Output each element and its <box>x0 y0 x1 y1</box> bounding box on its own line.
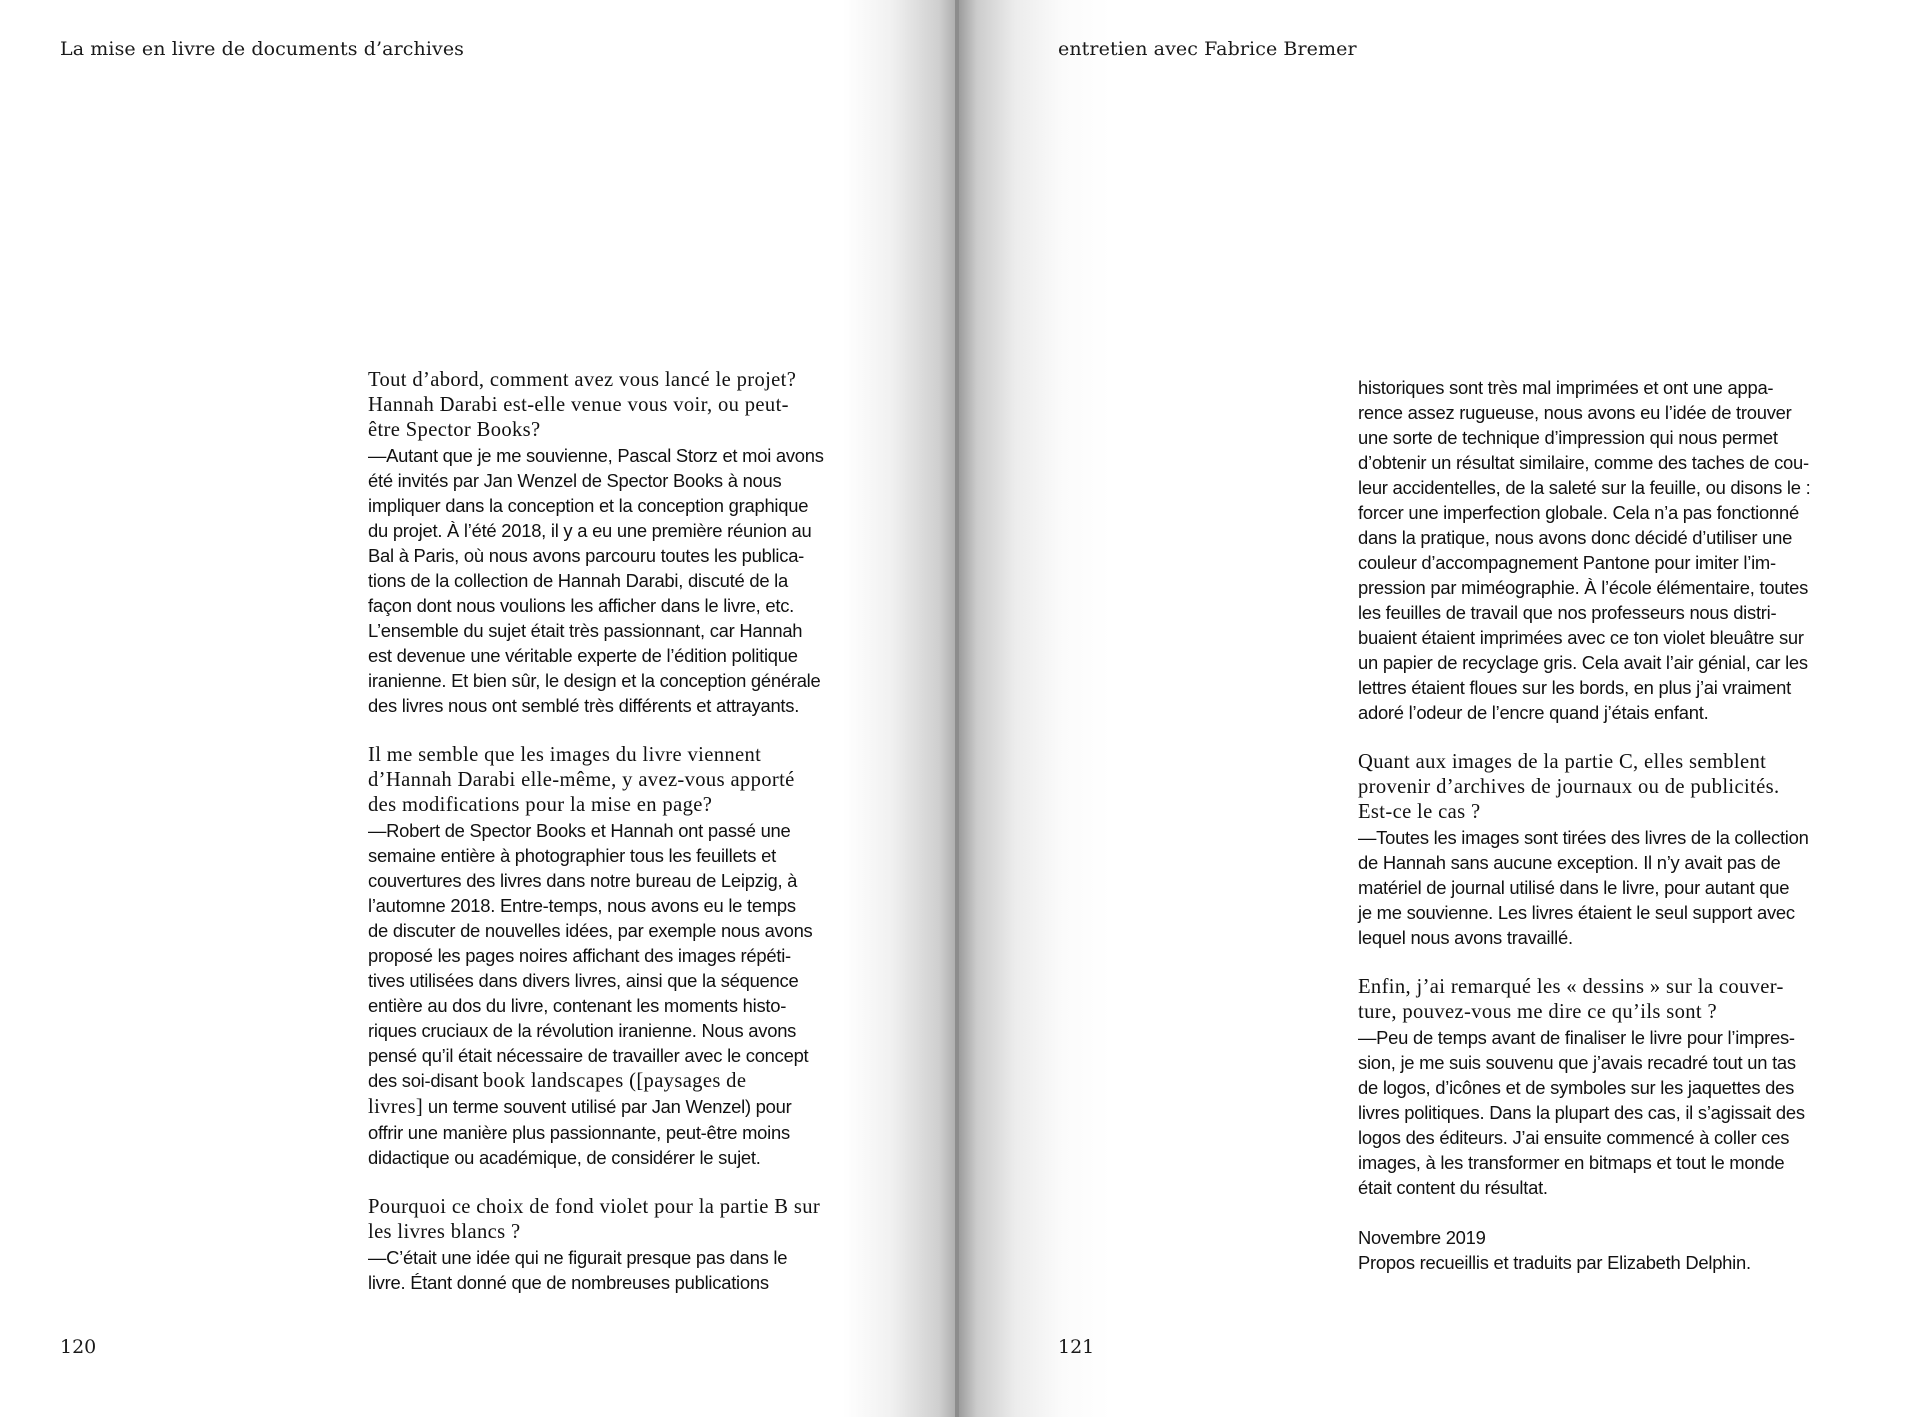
answer-line: logos des éditeurs. J’ai ensuite commencé à coller ces <box>1358 1127 1790 1148</box>
answer-line: pensé qu’il était nécessaire de travailler avec le concept <box>368 1045 809 1066</box>
answer-line: historiques sont très mal imprimées et ont une appa- <box>1358 377 1774 398</box>
left-page-number: 120 <box>60 1336 97 1358</box>
answer-line: lequel nous avons travaillé. <box>1358 927 1573 948</box>
left-text-column <box>368 368 898 1320</box>
question-line: des modifications pour la mise en page? <box>368 794 713 816</box>
answer-fragment: des soi-disant <box>368 1070 483 1091</box>
interview-block-3 <box>368 1195 898 1295</box>
question-line: Tout d’abord, comment avez vous lancé le projet? <box>368 369 797 391</box>
answer-line: L’ensemble du sujet était très passionnant, car Hannah <box>368 620 803 641</box>
answer-line: buaient étaient imprimées avec ce ton violet bleuâtre sur <box>1358 627 1804 648</box>
right-page-number: 121 <box>1058 1336 1095 1358</box>
answer-line: forcer une imperfection globale. Cela n’a pas fonctionné <box>1358 502 1799 523</box>
answer-line: leur accidentelles, de la saleté sur la feuille, ou disons le : <box>1358 477 1811 498</box>
question-line: provenir d’archives de journaux ou de publicités. <box>1358 776 1780 798</box>
answer-line: les feuilles de travail que nos professeurs nous distri- <box>1358 602 1777 623</box>
answer-line: didactique ou académique, de considérer le sujet. <box>368 1147 761 1168</box>
answer-line: couleur d’accompagnement Pantone pour imiter l’im- <box>1358 552 1776 573</box>
continuation-block <box>1358 375 1888 725</box>
answer-line: un papier de recyclage gris. Cela avait l’air génial, car les <box>1358 652 1808 673</box>
answer-line: sion, je me suis souvenu que j’avais recadré tout un tas <box>1358 1052 1796 1073</box>
signoff-credit: Propos recueillis et traduits par Elizabeth Delphin. <box>1358 1252 1751 1273</box>
question-line: Il me semble que les images du livre viennent <box>368 744 762 766</box>
interview-block-5 <box>1358 975 1888 1200</box>
answer-line: semaine entière à photographier tous les feuillets et <box>368 845 776 866</box>
interview-block-2 <box>368 743 898 1170</box>
left-running-head: La mise en livre de documents d’archives <box>60 38 465 60</box>
answer-line: livres politiques. Dans la plupart des cas, il s’agissait des <box>1358 1102 1805 1123</box>
answer-line: iranienne. Et bien sûr, le design et la conception générale <box>368 670 821 691</box>
right-page <box>958 0 1913 1417</box>
answer-line: pression par miméographie. À l’école élémentaire, toutes <box>1358 577 1809 598</box>
signoff-block <box>1358 1225 1888 1275</box>
answer-line: tives utilisées dans divers livres, ainsi que la séquence <box>368 970 799 991</box>
answer-line: dans la pratique, nous avons donc décidé d’utiliser une <box>1358 527 1793 548</box>
question-line: les livres blancs ? <box>368 1221 521 1243</box>
answer-line-mixed <box>368 1068 898 1094</box>
answer-line: des livres nous ont semblé très différents et attrayants. <box>368 695 800 716</box>
question-line: d’Hannah Darabi elle-même, y avez-vous apporté <box>368 769 795 791</box>
answer-line: est devenue une véritable experte de l’édition politique <box>368 645 798 666</box>
right-running-head: entretien avec Fabrice Bremer <box>1058 38 1357 60</box>
answer-line: livre. Étant donné que de nombreuses publications <box>368 1272 769 1293</box>
question-line: Pourquoi ce choix de fond violet pour la partie B sur <box>368 1196 821 1218</box>
book-gutter <box>955 0 959 1417</box>
question-line: être Spector Books? <box>368 419 541 441</box>
answer-line: offrir une manière plus passionnante, peut-être moins <box>368 1122 790 1143</box>
answer-line: une sorte de technique d’impression qui nous permet <box>1358 427 1778 448</box>
answer-line: entière au dos du livre, contenant les moments histo- <box>368 995 787 1016</box>
answer-line: —C’était une idée qui ne figurait presque pas dans le <box>368 1247 788 1268</box>
book-landscapes-term: book landscapes ([paysages de <box>482 1070 747 1092</box>
answer-line: façon dont nous voulions les afficher dans le livre, etc. <box>368 595 795 616</box>
interview-block-1 <box>368 368 898 718</box>
answer-line: de discuter de nouvelles idées, par exemple nous avons <box>368 920 813 941</box>
interview-block-4 <box>1358 750 1888 950</box>
answer-line: été invités par Jan Wenzel de Spector Books à nous <box>368 470 782 491</box>
question-line: Enfin, j’ai remarqué les « dessins » sur la couver- <box>1358 976 1784 998</box>
answer-line: du projet. À l’été 2018, il y a eu une première réunion au <box>368 520 812 541</box>
answer-line: matériel de journal utilisé dans le livre, pour autant que <box>1358 877 1790 898</box>
answer-line: de logos, d’icônes et de symboles sur les jaquettes des <box>1358 1077 1795 1098</box>
answer-line: proposé les pages noires affichant des images répéti- <box>368 945 791 966</box>
answer-line: adoré l’odeur de l’encre quand j’étais enfant. <box>1358 702 1709 723</box>
question-line: ture, pouvez-vous me dire ce qu’ils sont ? <box>1358 1001 1717 1023</box>
answer-line: était content du résultat. <box>1358 1177 1548 1198</box>
answer-line: riques cruciaux de la révolution iranienne. Nous avons <box>368 1020 797 1041</box>
signoff-date: Novembre 2019 <box>1358 1227 1486 1248</box>
answer-line: images, à les transformer en bitmaps et tout le monde <box>1358 1152 1785 1173</box>
answer-fragment: un terme souvent utilisé par Jan Wenzel) pour <box>423 1096 792 1117</box>
answer-line: d’obtenir un résultat similaire, comme des taches de cou- <box>1358 452 1809 473</box>
answer-line: l’automne 2018. Entre-temps, nous avons eu le temps <box>368 895 796 916</box>
answer-line: —Peu de temps avant de finaliser le livre pour l’impres- <box>1358 1027 1795 1048</box>
answer-line: impliquer dans la conception et la conception graphique <box>368 495 809 516</box>
question-line: Est-ce le cas ? <box>1358 801 1481 823</box>
right-text-column <box>1358 375 1888 1300</box>
answer-line: —Autant que je me souvienne, Pascal Storz et moi avons <box>368 445 824 466</box>
answer-line: de Hannah sans aucune exception. Il n’y avait pas de <box>1358 852 1781 873</box>
answer-line: couvertures des livres dans notre bureau de Leipzig, à <box>368 870 798 891</box>
answer-line: Bal à Paris, où nous avons parcouru toutes les publica- <box>368 545 805 566</box>
answer-line: —Robert de Spector Books et Hannah ont passé une <box>368 820 791 841</box>
answer-line: lettres étaient floues sur les bords, en plus j’ai vraiment <box>1358 677 1791 698</box>
question-line: Hannah Darabi est-elle venue vous voir, ou peut- <box>368 394 789 416</box>
book-landscapes-term: livres] <box>368 1096 424 1118</box>
answer-line: je me souvienne. Les livres étaient le seul support avec <box>1358 902 1795 923</box>
question-line: Quant aux images de la partie C, elles semblent <box>1358 751 1767 773</box>
answer-line-mixed <box>368 1094 898 1120</box>
answer-line: rence assez rugueuse, nous avons eu l’idée de trouver <box>1358 402 1792 423</box>
answer-line: tions de la collection de Hannah Darabi, discuté de la <box>368 570 788 591</box>
answer-line: —Toutes les images sont tirées des livres de la collection <box>1358 827 1809 848</box>
